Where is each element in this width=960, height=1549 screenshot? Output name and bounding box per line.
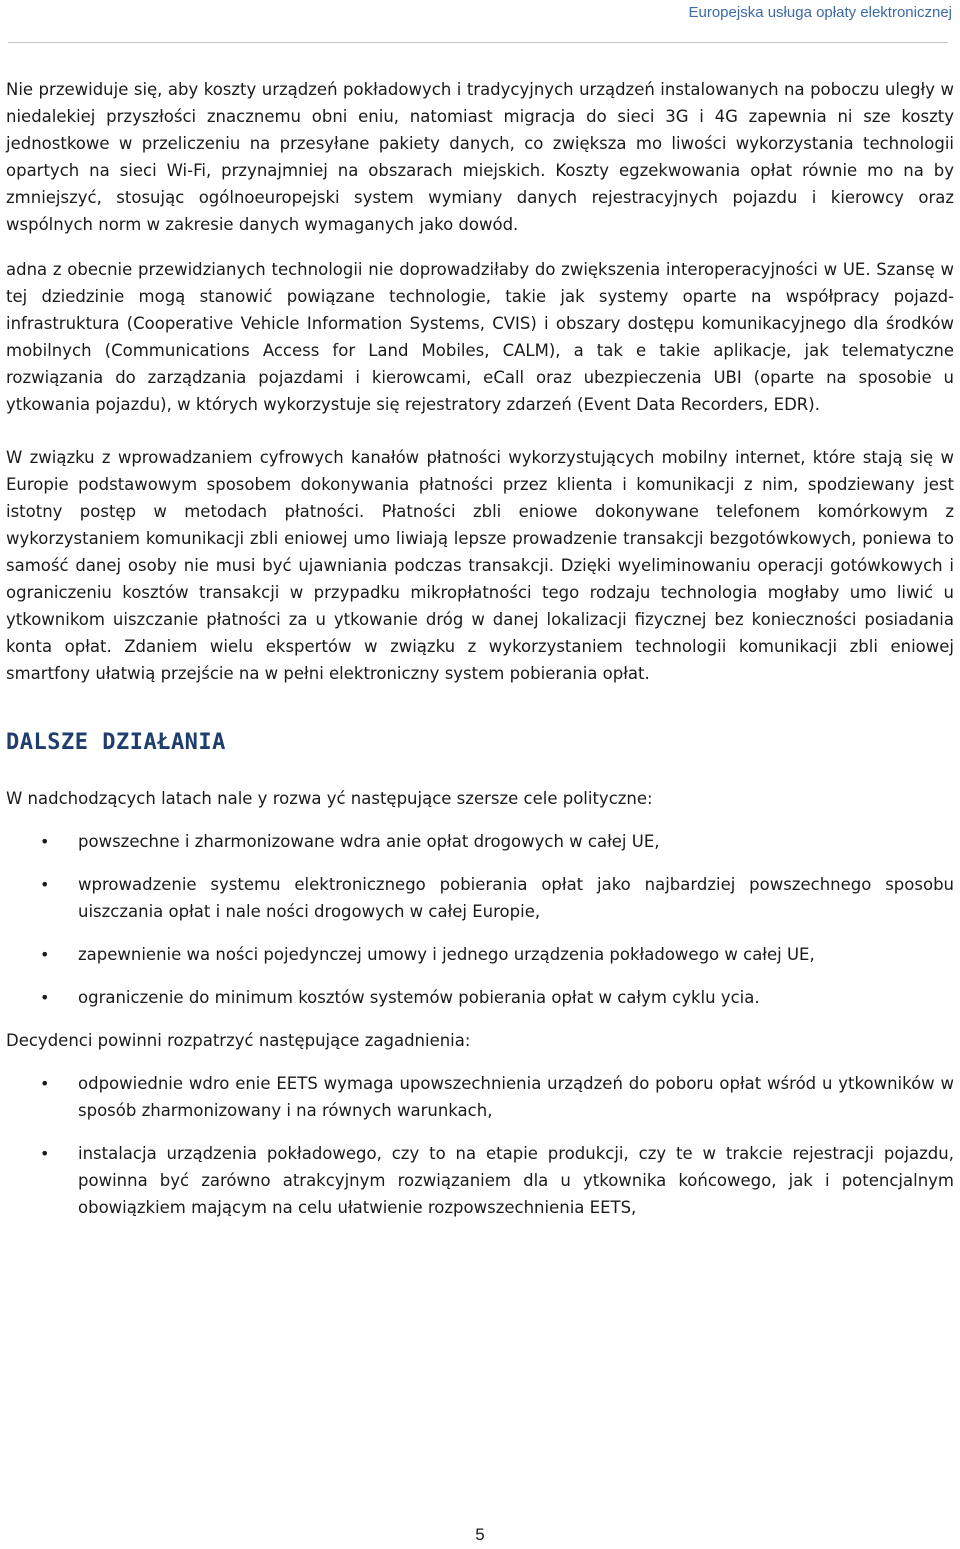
list-item: [6, 941, 954, 968]
document-body: [6, 76, 954, 1237]
list-item-text: ograniczenie do minimum kosztów systemów pobierania opłat w całym cyklu ycia.: [78, 988, 760, 1007]
list-item-text: wprowadzenie systemu elektronicznego pobierania opłat jako najbardziej powszechnego sposobu uiszczania opłat i nale ności drogowych w całej Europie,: [78, 875, 954, 921]
bullet-icon: •: [40, 945, 50, 964]
bullet-icon: •: [40, 988, 50, 1007]
paragraph-costs: Nie przewiduje się, aby koszty urządzeń pokładowych i tradycyjnych urządzeń instalowanych na poboczu uległy w niedalekiej przyszłości znacznemu obni eniu, natomiast migracja do sieci 3G i 4G zapewnia ni sze koszty jednostkowe w przeliczeniu na przesyłane pakiety danych, co zwiększa mo liwości wykorzystania technologii opartych na sieci Wi-Fi, przynajmniej na obszarach miejskich. Koszty egzekwowania opłat równie mo na by zmniejszyć, stosując ogólnoeuropejski system wymiany danych rejestracyjnych pojazdu i kierowcy oraz wspólnych norm w zakresie danych wymaganych jako dowód.: [6, 80, 954, 234]
issues-list: [6, 1070, 954, 1221]
page-number: 5: [475, 1525, 485, 1544]
list-item: [6, 1070, 954, 1124]
header-divider: [8, 42, 948, 43]
paragraph-interoperability: adna z obecnie przewidzianych technologii nie doprowadziłaby do zwiększenia interoperacyjności w UE. Szansę w tej dziedzinie mogą stanowić powiązane technologie, takie jak systemy oparte na współpracy pojazd-infrastruktura (Cooperative Vehicle Information Systems, CVIS) i obszary dostępu komunikacyjnego dla środków mobilnych (Communications Access for Land Mobiles, CALM), a tak e takie aplikacje, jak telematyczne rozwiązania do zarządzania pojazdami i kierowcami, eCall oraz ubezpieczenia UBI (oparte na sposobie u ytkowania pojazdu), w których wykorzystuje się rejestratory zdarzeń (Event Data Recorders, EDR).: [6, 260, 954, 414]
list-item-text: powszechne i zharmonizowane wdra anie opłat drogowych w całej UE,: [78, 832, 660, 851]
list-item: [6, 1140, 954, 1221]
running-header: Europejska usługa opłaty elektronicznej: [688, 4, 952, 21]
bullet-icon: •: [40, 1074, 50, 1093]
issues-intro: Decydenci powinni rozpatrzyć następujące zagadnienia:: [6, 1031, 471, 1050]
goals-list: [6, 828, 954, 1011]
list-item: [6, 828, 954, 855]
list-item: [6, 984, 954, 1011]
bullet-icon: •: [40, 875, 50, 894]
bullet-icon: •: [40, 832, 50, 851]
list-item: [6, 871, 954, 925]
list-item-text: instalacja urządzenia pokładowego, czy to na etapie produkcji, czy te w trakcie rejestracji pojazdu, powinna być zarówno atrakcyjnym rozwiązaniem dla u ytkownika końcowego, jak i potencjalnym obowiązkiem mającym na celu ułatwienie rozpowszechnienia EETS,: [78, 1144, 954, 1217]
list-item-text: odpowiednie wdro enie EETS wymaga upowszechnienia urządzeń do poboru opłat wśród u ytkowników w sposób zharmonizowany i na równych warunkach,: [78, 1074, 954, 1120]
goals-intro: W nadchodzących latach nale y rozwa yć następujące szersze cele polityczne:: [6, 789, 653, 808]
bullet-icon: •: [40, 1144, 50, 1163]
section-heading: DALSZE DZIAŁANIA: [6, 730, 226, 755]
list-item-text: zapewnienie wa ności pojedynczej umowy i jednego urządzenia pokładowego w całej UE,: [78, 945, 815, 964]
paragraph-digital-payments: W związku z wprowadzaniem cyfrowych kanałów płatności wykorzystujących mobilny internet, które stają się w Europie podstawowym sposobem dokonywania płatności przez klienta i komunikacji z nim, spodziewany jest istotny postęp w metodach płatności. Płatności zbli eniowe dokonywane telefonem komórkowym z wykorzystaniem komunikacji zbli eniowej umo liwiają lepsze prowadzenie transakcji bezgotówkowych, poniewa to samość danej osoby nie musi być ujawniania podczas transakcji. Dzięki wyeliminowaniu operacji gotówkowych i ograniczeniu kosztów transakcji w przypadku mikropłatności tego rodzaju technologia mogłaby umo liwić u ytkownikom uiszczanie płatności za u ytkowanie dróg w danej lokalizacji fizycznej bez konieczności posiadania konta opłat. Zdaniem wielu ekspertów w związku z wykorzystaniem technologii komunikacji zbli eniowej smartfony ułatwią przejście na w pełni elektroniczny system pobierania opłat.: [6, 448, 954, 683]
